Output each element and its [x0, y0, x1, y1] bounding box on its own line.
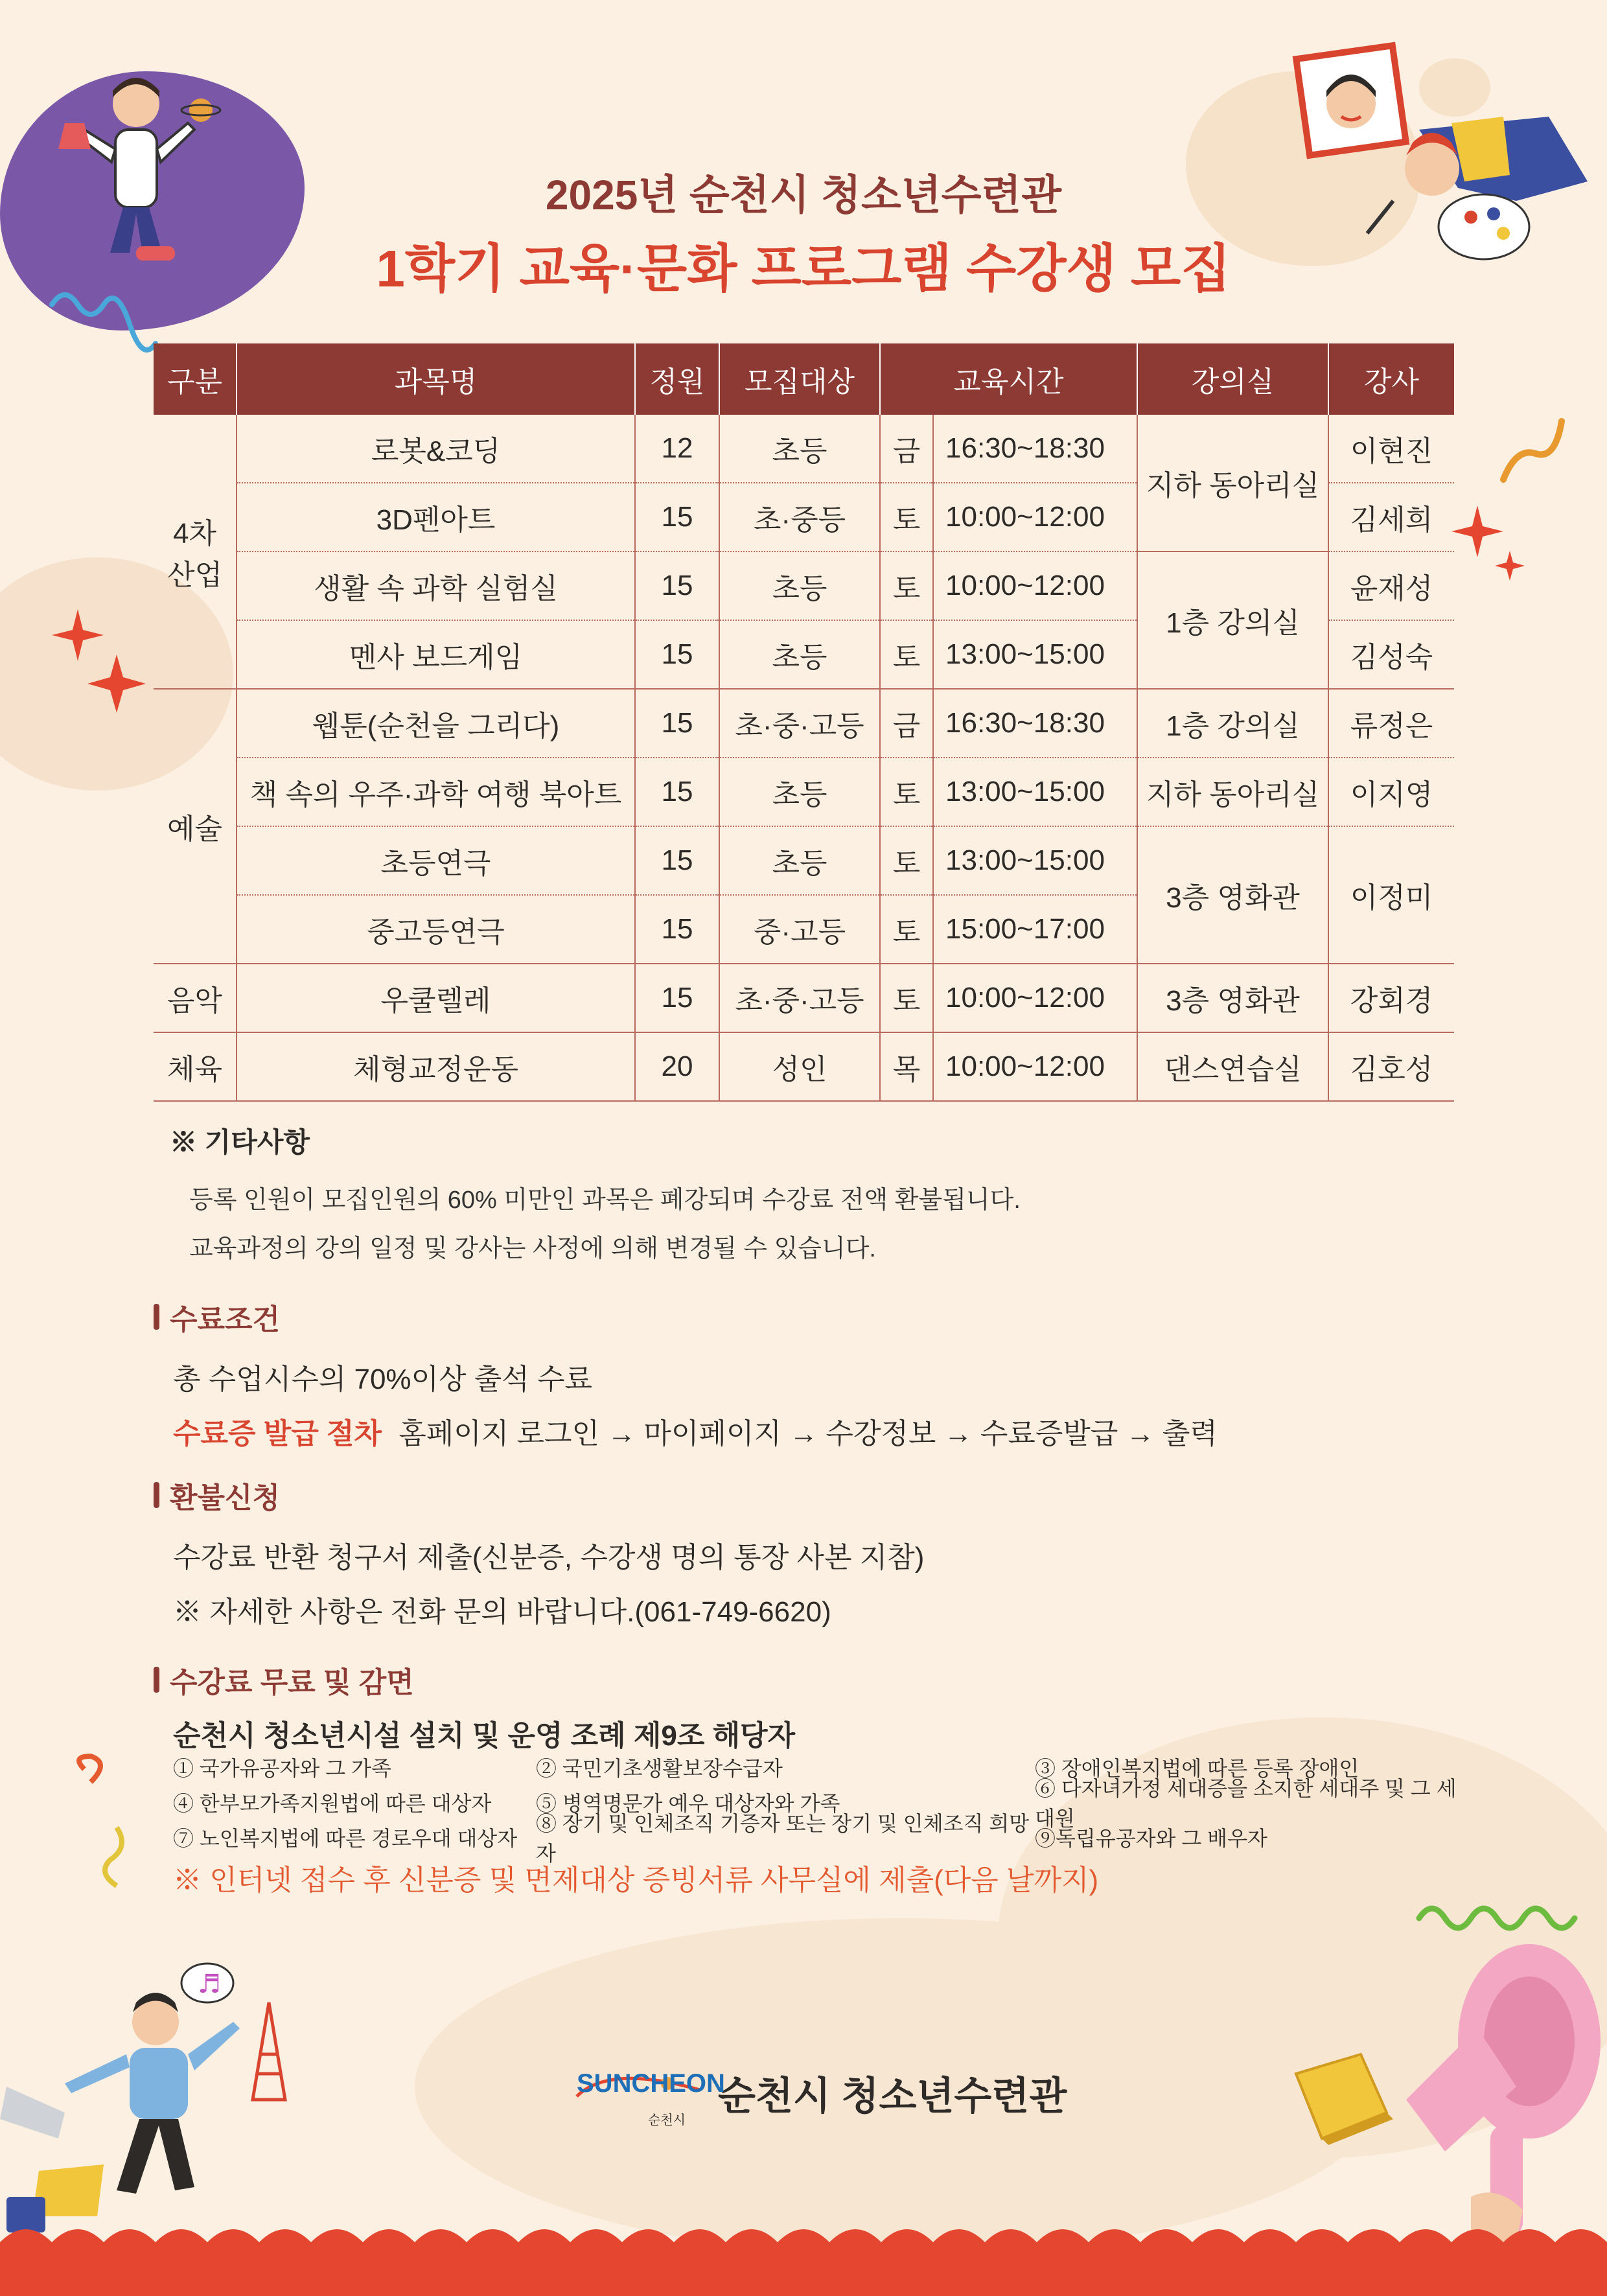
book-icon: [1283, 2048, 1400, 2151]
room-cell: 3층 영화관: [1137, 826, 1328, 964]
list-item: ⑦ 노인복지법에 따른 경로우대 대상자: [173, 1827, 518, 1850]
time-cell: 13:00~15:00: [933, 758, 1137, 826]
subject-cell: 책 속의 우주·과학 여행 북아트: [237, 758, 635, 826]
capacity-cell: 15: [635, 483, 719, 551]
header-category: 구분: [154, 343, 237, 415]
category-cell: 음악: [154, 964, 237, 1032]
list-item: ① 국가유공자와 그 가족: [173, 1757, 391, 1780]
list-item: ③ 장애인복지법에 따른 등록 장애인: [1035, 1757, 1359, 1780]
capacity-cell: 15: [635, 964, 719, 1032]
notes-section: [170, 1121, 1021, 1277]
eiffel-tower-illustration: [214, 1996, 324, 2106]
subject-cell: 멘사 보드게임: [237, 620, 635, 689]
time-cell: 10:00~12:00: [933, 1032, 1137, 1101]
table-row: [154, 964, 1454, 1032]
time-cell: 15:00~17:00: [933, 895, 1137, 964]
table-row: [154, 758, 1454, 826]
refund-section: [154, 1474, 924, 1630]
section-bar-icon: [154, 1304, 159, 1330]
category-cell: 체육: [154, 1032, 237, 1101]
instructor-cell: 이현진: [1328, 415, 1454, 483]
list-item: ⑥ 다자녀가정 세대증을 소지한 세대주 및 그 세대원: [1035, 1777, 1457, 1830]
time-cell: 16:30~18:30: [933, 689, 1137, 758]
room-cell: 지하 동아리실: [1137, 415, 1328, 551]
notes-heading: ※ 기타사항: [170, 1127, 310, 1157]
room-cell: 1층 강의실: [1137, 689, 1328, 758]
organization-logo: [570, 2058, 1067, 2129]
completion-section: [154, 1296, 1218, 1452]
table-row: [154, 415, 1454, 483]
section-bar-icon: [154, 1482, 159, 1508]
logo-sub: 순천시: [648, 2113, 686, 2128]
day-cell: 토: [880, 895, 933, 964]
fee-subheading: 순천시 청소년시설 설치 및 운영 조례 제9조 해당자: [173, 1720, 796, 1752]
header-time: 교육시간: [880, 343, 1137, 415]
instructor-cell: 강회경: [1328, 964, 1454, 1032]
organization-name: 순천시 청소년수련관: [718, 2074, 1067, 2118]
list-item: ⑧ 장기 및 인체조직 기증자 또는 장기 및 인체조직 희망자: [536, 1812, 1030, 1865]
time-cell: 10:00~12:00: [933, 964, 1137, 1032]
day-cell: 토: [880, 964, 933, 1032]
sparkle-icon: [52, 609, 149, 713]
subject-cell: 우쿨렐레: [237, 964, 635, 1032]
category-cell: 예술: [154, 689, 237, 964]
exemption-list: [173, 1750, 1469, 1900]
day-cell: 토: [880, 551, 933, 620]
capacity-cell: 15: [635, 620, 719, 689]
target-cell: 초등: [719, 415, 880, 483]
instructor-cell: 이정미: [1328, 826, 1454, 964]
target-cell: 초등: [719, 758, 880, 826]
target-cell: 중·고등: [719, 895, 880, 964]
target-cell: 초·중등: [719, 483, 880, 551]
subject-cell: 체형교정운동: [237, 1032, 635, 1101]
page-title-line2: 1학기 교육·문화 프로그램 수강생 모집: [376, 240, 1231, 297]
time-cell: 13:00~15:00: [933, 826, 1137, 895]
page-title-line1: 2025년 순천시 청소년수련관: [545, 172, 1062, 218]
day-cell: 토: [880, 620, 933, 689]
instructor-cell: 김세희: [1328, 483, 1454, 551]
refund-line: 수강료 반환 청구서 제출(신분증, 수강생 명의 통장 사본 지참): [173, 1542, 925, 1573]
room-cell: 1층 강의실: [1137, 551, 1328, 689]
table-row: [154, 689, 1454, 758]
svg-text:♬: ♬: [198, 1969, 221, 1999]
table-header-row: [154, 343, 1454, 415]
capacity-cell: 20: [635, 1032, 719, 1101]
capacity-cell: 12: [635, 415, 719, 483]
sparkle-icon: [1451, 505, 1529, 583]
completion-line: 총 수업시수의 70%이상 출석 수료: [173, 1363, 593, 1395]
schedule-table: [154, 343, 1454, 1102]
target-cell: 성인: [719, 1032, 880, 1101]
subject-cell: 로봇&코딩: [237, 415, 635, 483]
bottom-wave-band: [0, 2216, 1607, 2296]
category-cell: 4차 산업: [154, 415, 237, 689]
header-target: 모집대상: [719, 343, 880, 415]
time-cell: 10:00~12:00: [933, 551, 1137, 620]
table-row: [154, 1032, 1454, 1101]
suncheon-logo-mark: [570, 2058, 725, 2129]
header-capacity: 정원: [635, 343, 719, 415]
list-item: ⑨독립유공자와 그 배우자: [1035, 1827, 1267, 1850]
header-instructor: 강사: [1328, 343, 1454, 415]
capacity-cell: 15: [635, 551, 719, 620]
completion-heading: 수료조건: [170, 1304, 281, 1336]
target-cell: 초등: [719, 620, 880, 689]
list-item: ⑤ 병역명문가 예우 대상자와 가족: [536, 1792, 840, 1815]
notes-line: 교육과정의 강의 일정 및 강사는 사정에 의해 변경될 수 있습니다.: [189, 1235, 876, 1262]
confetti-decoration: [1490, 408, 1575, 493]
table-row: [154, 826, 1454, 895]
list-item: ② 국민기초생활보장수급자: [536, 1757, 783, 1780]
time-cell: 13:00~15:00: [933, 620, 1137, 689]
section-bar-icon: [154, 1667, 159, 1693]
room-cell: 3층 영화관: [1137, 964, 1328, 1032]
logo-wordmark: SUNCHEON: [577, 2069, 725, 2098]
target-cell: 초·중·고등: [719, 964, 880, 1032]
day-cell: 토: [880, 758, 933, 826]
target-cell: 초등: [719, 551, 880, 620]
fee-heading: 수강료 무료 및 감면: [170, 1667, 414, 1699]
room-cell: 지하 동아리실: [1137, 758, 1328, 826]
header-room: 강의실: [1137, 343, 1328, 415]
day-cell: 토: [880, 483, 933, 551]
subject-cell: 3D펜아트: [237, 483, 635, 551]
instructor-cell: 김성숙: [1328, 620, 1454, 689]
header-subject: 과목명: [237, 343, 635, 415]
fee-note: ※ 인터넷 접수 후 신분증 및 면제대상 증빙서류 사무실에 제출(다음 날까지): [173, 1864, 1099, 1896]
capacity-cell: 15: [635, 826, 719, 895]
day-cell: 금: [880, 689, 933, 758]
room-cell: 댄스연습실: [1137, 1032, 1328, 1101]
notes-line: 등록 인원이 모집인원의 60% 미만인 과목은 폐강되며 수강료 전액 환불됩니다.: [189, 1187, 1021, 1214]
list-item: ④ 한부모가족지원법에 따른 대상자: [173, 1792, 492, 1815]
instructor-cell: 윤재성: [1328, 551, 1454, 620]
subject-cell: 웹툰(순천을 그리다): [237, 689, 635, 758]
day-cell: 목: [880, 1032, 933, 1101]
subject-cell: 생활 속 과학 실험실: [237, 551, 635, 620]
table-row: [154, 551, 1454, 620]
instructor-cell: 류정은: [1328, 689, 1454, 758]
subject-cell: 초등연극: [237, 826, 635, 895]
squiggle-decoration: [1413, 1892, 1581, 1944]
target-cell: 초등: [719, 826, 880, 895]
day-cell: 토: [880, 826, 933, 895]
subject-cell: 중고등연극: [237, 895, 635, 964]
day-cell: 금: [880, 415, 933, 483]
refund-contact-note: ※ 자세한 사항은 전화 문의 바랍니다.(061-749-6620): [173, 1596, 831, 1628]
capacity-cell: 15: [635, 689, 719, 758]
target-cell: 초·중·고등: [719, 689, 880, 758]
time-cell: 10:00~12:00: [933, 483, 1137, 551]
capacity-cell: 15: [635, 895, 719, 964]
time-cell: 16:30~18:30: [933, 415, 1137, 483]
instructor-cell: 김호성: [1328, 1032, 1454, 1101]
fee-section: [154, 1659, 795, 1754]
instructor-cell: 이지영: [1328, 758, 1454, 826]
confetti-decoration: [65, 1750, 149, 1892]
certificate-procedure-text: 홈페이지 로그인 → 마이페이지 → 수강정보 → 수료증발급 → 출력: [399, 1418, 1218, 1450]
certificate-procedure-label: 수료증 발급 절차: [173, 1418, 382, 1450]
refund-heading: 환불신청: [170, 1482, 281, 1514]
capacity-cell: 15: [635, 758, 719, 826]
